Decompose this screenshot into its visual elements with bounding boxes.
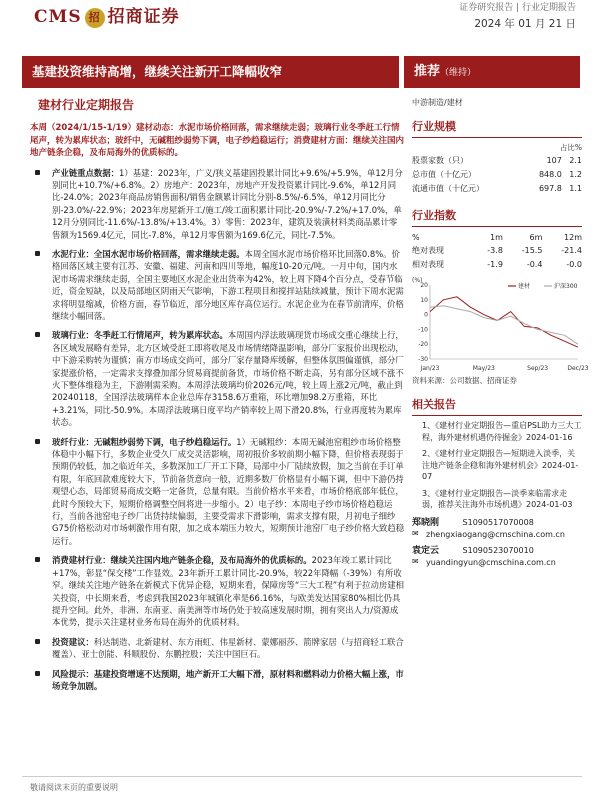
row-label: 总市值（十亿元） (412, 169, 476, 179)
table-row (412, 243, 582, 257)
item-text: 1）基建：2023年，广义/狭义基建固投累计同比+9.6%/+5.9%，单12月分别同比+10.7%/+6.8%。2）房地产：2023年，房地产开发投资累计同比-9.6%，单12月同比-24.0%；2023年商品房销售面积/销售金额累计同比分别-8.5%/-6.5%，单12月同比分别-23.0%/-22.9%；2023年房屋新开工/施工/竣工面积累计同比-20.9%/-7.2%/+17.0%，单12月分别同比-11.6%/-13.8%/+13.4%。3）零售：2023年，建筑及装潢材料类商品累计零售额为1569.4亿元，同比-7.8%，单12月零售额为169.6亿元，同比-7.5%。 (52, 167, 403, 240)
row-value: -1.9 (487, 259, 503, 269)
report-subtitle: 建材行业定期报告 (38, 98, 135, 112)
y-tick-label: -30 (418, 356, 428, 363)
sidebar (412, 118, 589, 568)
col-header: 1m (490, 232, 503, 242)
item-lead: 风险提示：基建投资增速不达预期，地产新开工大幅下滑，原材料和燃料动力价格大幅上涨，市场竞争加剧。 (52, 668, 404, 691)
item-investment-advice (30, 636, 405, 661)
col-header: 12m (564, 232, 582, 242)
related-report-item[interactable] (412, 448, 582, 483)
page-header (0, 0, 600, 52)
x-tick-label: May/23 (472, 365, 495, 372)
related-reports-list (412, 420, 582, 511)
row-value: 848.0 (538, 169, 562, 179)
related-title: 相关报告 (412, 396, 582, 416)
y-tick-label: 10 (420, 296, 428, 304)
scale-title: 行业规模 (412, 118, 582, 138)
item-lead: 产业链重点数据： (52, 167, 119, 178)
row-pct: 2.1 (569, 155, 582, 165)
related-report-text[interactable]: 3、《建材行业定期报告—淡季来临需求走弱，推荐关注海外市场机遇》2024-01-03 (422, 488, 573, 509)
bullet-icon (35, 671, 40, 676)
weekly-summary: 本周（2024/1/15-1/19）建材动态：水泥市场价格回落，需求继续走弱；玻璃行业冬季赶工行情尾声，转为累库状态；玻纤中，无碱粗纱弱势下调，电子纱趋稳运行；消费建材方面：继续关注国内地产链条企稳，及布局海外的优质标的。 (30, 123, 405, 158)
analyst-block (412, 517, 582, 568)
col-header: 6m (529, 232, 543, 242)
row-value: -15.5 (521, 245, 543, 255)
row-value: -0.0 (566, 259, 582, 269)
table-header-row (412, 231, 582, 243)
legend-label: 建材 (518, 283, 531, 290)
report-series: 证券研究报告 | 行业定期报告 (459, 3, 576, 13)
analyst-id: S1090517070008 (462, 517, 534, 527)
report-title: 基建投资维持高增，继续关注新开工降幅收窄 (32, 64, 283, 79)
item-lead: 玻纤行业：无碱粗纱弱势下调，电子纱趋稳运行。 (52, 436, 237, 447)
item-lead: 水泥行业：全国水泥市场价格回落，需求继续走弱。 (52, 248, 245, 259)
row-value: -0.4 (526, 259, 543, 269)
item-consumer-materials (30, 554, 405, 628)
email-icon (412, 529, 582, 540)
bullet-icon (35, 439, 40, 444)
item-text: 本周全国水泥市场价格环比回落0.8%。价格回落区域主要有江苏、安徽、福建、河南和四川等地，幅度10-20元/吨。一月中旬，国内水泥市场需求继续走弱，全国主要地区水泥企业出货率为42%，较上周下降4个百分点，受春节临近，资金短缺，以及局部地区阴雨天气影响，下游工程项目和搅拌站陆续减量，预计下周水泥需求将明显缩减，价格方面，春节临近，部分地区库存高位运行。水泥企业为在春节前清库，价格继续小幅回落。 (52, 248, 404, 321)
analyst-row (412, 517, 582, 529)
series-line-0 (430, 297, 578, 347)
rating-label: 推荐 (414, 64, 441, 79)
item-lead: 投资建议： (52, 636, 94, 647)
email-icon (412, 557, 582, 568)
analyst-row (412, 545, 582, 557)
item-text: 本周国内浮法玻璃现货市场成交重心继续上行，各区域发展略有差异，北方区域受赶工即将收尾及市场情绪降温影响，部分厂家报价出现松动，中下游采购转为谨慎；南方市场成交尚可，部分厂家存量降库缓解，但整体氛围偏谨慎，部分厂家提涨价格，一定需求支撑叠加部分贸易商提前备货，市场价格不断走高，另有部分区域不涨不火下整体维稳为主，下游刚需采购。本周浮法玻璃均价2026元/吨，较上周上涨2元/吨，截止到20240118，全国浮法玻璃样本企业总库存3158.6万重箱，环比增加98.2万重箱，环比+3.21%，同比-50.9%。本周浮法玻璃日度平均产销率较上周下滑20.8%，行业再度转为累库状态。 (52, 330, 404, 428)
item-industry-data (30, 167, 405, 241)
analyst-email[interactable]: yuandingyun@cmschina.com.cn (426, 557, 556, 567)
cms-logo (34, 2, 180, 28)
row-value: -21.4 (561, 245, 582, 255)
y-tick-label: -20 (418, 341, 428, 349)
y-unit-label: (%) (412, 277, 423, 284)
index-chart-svg (412, 275, 589, 373)
series-line-1 (430, 306, 578, 345)
row-label: 绝对表现 (412, 245, 444, 255)
bullet-icon (35, 251, 40, 256)
analyst-email[interactable]: zhengxiaogang@cmschina.com.cn (426, 529, 565, 539)
item-glass (30, 329, 405, 428)
bullet-icon (35, 332, 40, 337)
row-value: 697.8 (538, 183, 562, 193)
related-report-item[interactable] (412, 488, 582, 511)
item-text: 2023年竣工累计同比+17%，彰显“保交楼”工作显效。23年新开工累计同比-20.9%，较22年降幅（-39%）有所收窄。继续关注地产链条在新模式下优异企稳，短期来看，保障房等“三大工程”有利于拉动房建相关投资，中长期来看，考虑到我国2023年城镇化率是66.16%，与欧美发达国家80%相比仍具提升空间。此外，非洲、东南亚、南美洲等市场仍处于较高速发展时期，拥有突出人力/资源成本优势，提示关注建材业务布局在海外的优质材料。 (52, 555, 405, 628)
item-cement (30, 248, 405, 322)
rating-sub: （维持） (440, 68, 477, 78)
x-tick-label: Sep/23 (527, 365, 549, 372)
sector-label: 中游制造/建材 (412, 98, 463, 107)
pct-header: 占比% (559, 143, 582, 152)
row-label: 股票家数（只） (412, 155, 468, 165)
logo-icon: 招 (85, 8, 105, 28)
bullet-icon (35, 170, 40, 175)
main-content (30, 122, 405, 692)
item-lead: 玻璃行业：冬季赶工行情尾声，转为累库状态。 (52, 330, 228, 341)
col-header: % (412, 232, 420, 242)
chart-source: 资料来源：公司数据、招商证券 (412, 376, 517, 385)
bullet-icon (35, 557, 40, 562)
legend-label: 沪深300 (554, 283, 578, 290)
table-row (412, 257, 582, 271)
index-table (412, 231, 582, 271)
item-text: 科达制造、北新建材、东方雨虹、伟星新材、蒙娜丽莎、箭牌家居（与招商轻工联合覆盖）、亚士创能、科顺股份、东鹏控股；关注中国巨石。 (52, 636, 404, 660)
y-tick-label: -10 (418, 326, 428, 334)
row-label: 相对表现 (412, 259, 444, 269)
row-value: 107 (546, 155, 562, 165)
item-fiberglass (30, 436, 405, 548)
footer-divider (22, 776, 582, 777)
row-value: -3.8 (487, 245, 503, 255)
related-report-text[interactable]: 1、《建材行业定期报告—重启PSL助力三大工程，海外建材机遇仍待掘金》2024-01-16 (422, 421, 582, 442)
item-risk (30, 668, 405, 693)
footer-note: 敬请阅读末页的重要说明 (30, 783, 118, 792)
analyst-id: S1090523070010 (462, 545, 534, 555)
table-row (412, 181, 582, 195)
related-report-text[interactable]: 2、《建材行业定期报告—短期进入淡季，关注地产链条企稳和海外建材机会》2024-01-07 (422, 449, 579, 481)
row-pct: 1.1 (569, 183, 582, 193)
index-chart (412, 275, 589, 373)
x-tick-label: Jan/23 (420, 365, 440, 372)
y-tick-label: 0 (424, 311, 428, 319)
item-lead: 消费建材行业：继续关注国内地产链条企稳，及布局海外的优质标的。 (52, 555, 312, 566)
bullet-icon (35, 639, 40, 644)
row-pct: 1.2 (569, 169, 582, 179)
analyst-name: 郑晓刚 (412, 517, 440, 528)
x-tick-label: Dec/23 (567, 365, 589, 372)
index-title: 行业指数 (412, 207, 582, 227)
item-text: 1）无碱粗纱：本周无碱池窑粗纱市场价格整体稳中小幅下行，多数企业受久厂成交灵活影响，周初报价多较前期小幅下降，但价格表现弱于预期仍较低，加之临近年关，多数深加工厂开工下降，局部中小厂陆续放假，加之当前在手订单有限，年底回款难度较大下，节前备货意向一般，近期多数厂价格显有小幅下调，但中下游仍持观望心态，局部贸易商成交略一定备货，总量有限。当前价格水平来看，市场价格底部年低位，此时今预较大下，短期价格调整空间将进一步缩小。2）电子纱：本周电子纱市场价格趋稳运行，当前各池窑电子纱厂出货持续偏弱，主要受需求下滑影响，需求支撑有限，月初电子细纱G75价格松动对市场刺激作用有限，加之成本端压力较大，短期预计池窑厂电子纱价格大致趋稳运行。 (52, 436, 405, 546)
table-row (412, 167, 582, 181)
logo-text: CMS (34, 7, 82, 27)
analyst-name: 袁定云 (412, 545, 440, 556)
logo-cn-text: 招商证券 (107, 7, 180, 27)
rating-banner (404, 56, 580, 88)
report-title-banner (22, 56, 399, 88)
related-report-item[interactable] (412, 420, 582, 443)
y-tick-label: 20 (420, 282, 428, 289)
row-label: 流通市值（十亿元） (412, 183, 484, 193)
report-date: 2024 年 01 月 21 日 (474, 18, 576, 30)
table-row (412, 153, 582, 167)
header-info (459, 0, 576, 31)
scale-table (412, 153, 582, 195)
